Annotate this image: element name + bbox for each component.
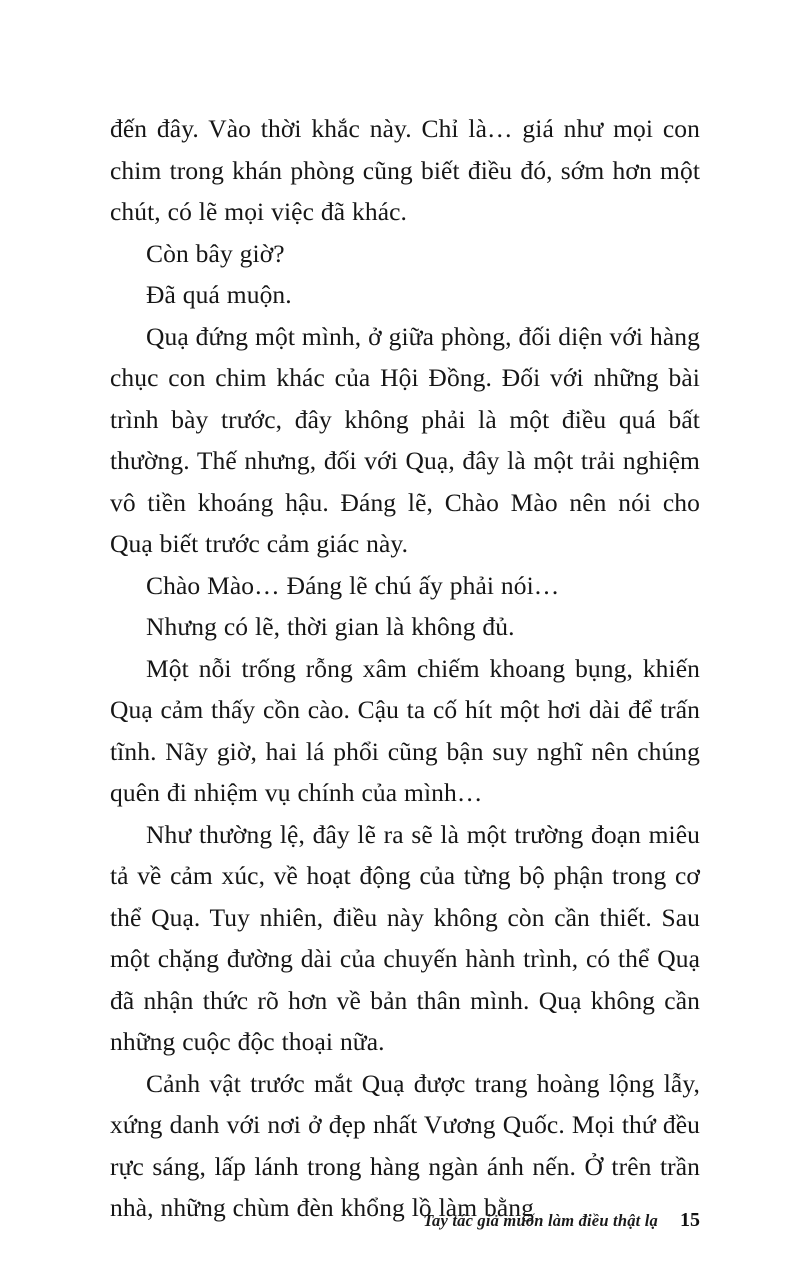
paragraph: Như thường lệ, đây lẽ ra sẽ là một trường đoạn miêu tả về cảm xúc, về hoạt động của từng bộ phận trong cơ thể Quạ. Tuy nhiên, điều này không còn cần thiết. Sau một chặng đường dài của chuyến hành trình, có thể Quạ đã nhận thức rõ hơn về bản thân mình. Quạ không cần những cuộc độc thoại nữa. <box>110 819 700 1056</box>
paragraph: Chào Mào… Đáng lẽ chú ấy phải nói… <box>146 570 560 600</box>
paragraph: đến đây. Vào thời khắc này. Chỉ là… giá như mọi con chim trong khán phòng cũng biết điều đó, sớm hơn một chút, có lẽ mọi việc đã khác. <box>110 114 700 226</box>
paragraph: Quạ đứng một mình, ở giữa phòng, đối diện với hàng chục con chim khác của Hội Đồng. Đối với những bài trình bày trước, đây không phải là một điều quá bất thường. Thế nhưng, đối với Quạ, đây là một trải nghiệm vô tiền khoáng hậu. Đáng lẽ, Chào Mào nên nói cho Quạ biết trước cảm giác này. <box>110 321 700 558</box>
paragraph: Nhưng có lẽ, thời gian là không đủ. <box>146 612 515 641</box>
paragraph: Đã quá muộn. <box>146 280 292 309</box>
paragraph: Cảnh vật trước mắt Quạ được trang hoàng lộng lẫy, xứng danh với nơi ở đẹp nhất Vương Quốc. Mọi thứ đều rực sáng, lấp lánh trong hàng ngàn ánh nến. Ở trên trần nhà, những chùm đèn khổng lồ làm bằng <box>110 1068 700 1222</box>
page-body <box>110 108 700 1229</box>
paragraph: Còn bây giờ? <box>146 238 285 268</box>
running-title: Tay tác giả muốn làm điều thật lạ <box>423 1211 658 1230</box>
page-footer <box>110 1209 700 1232</box>
paragraph: Một nỗi trống rỗng xâm chiếm khoang bụng, khiến Quạ cảm thấy cồn cào. Cậu ta cố hít một hơi dài để trấn tĩnh. Nãy giờ, hai lá phổi cũng bận suy nghĩ nên chúng quên đi nhiệm vụ chính của mình… <box>110 653 700 807</box>
page-number: 15 <box>680 1209 700 1231</box>
